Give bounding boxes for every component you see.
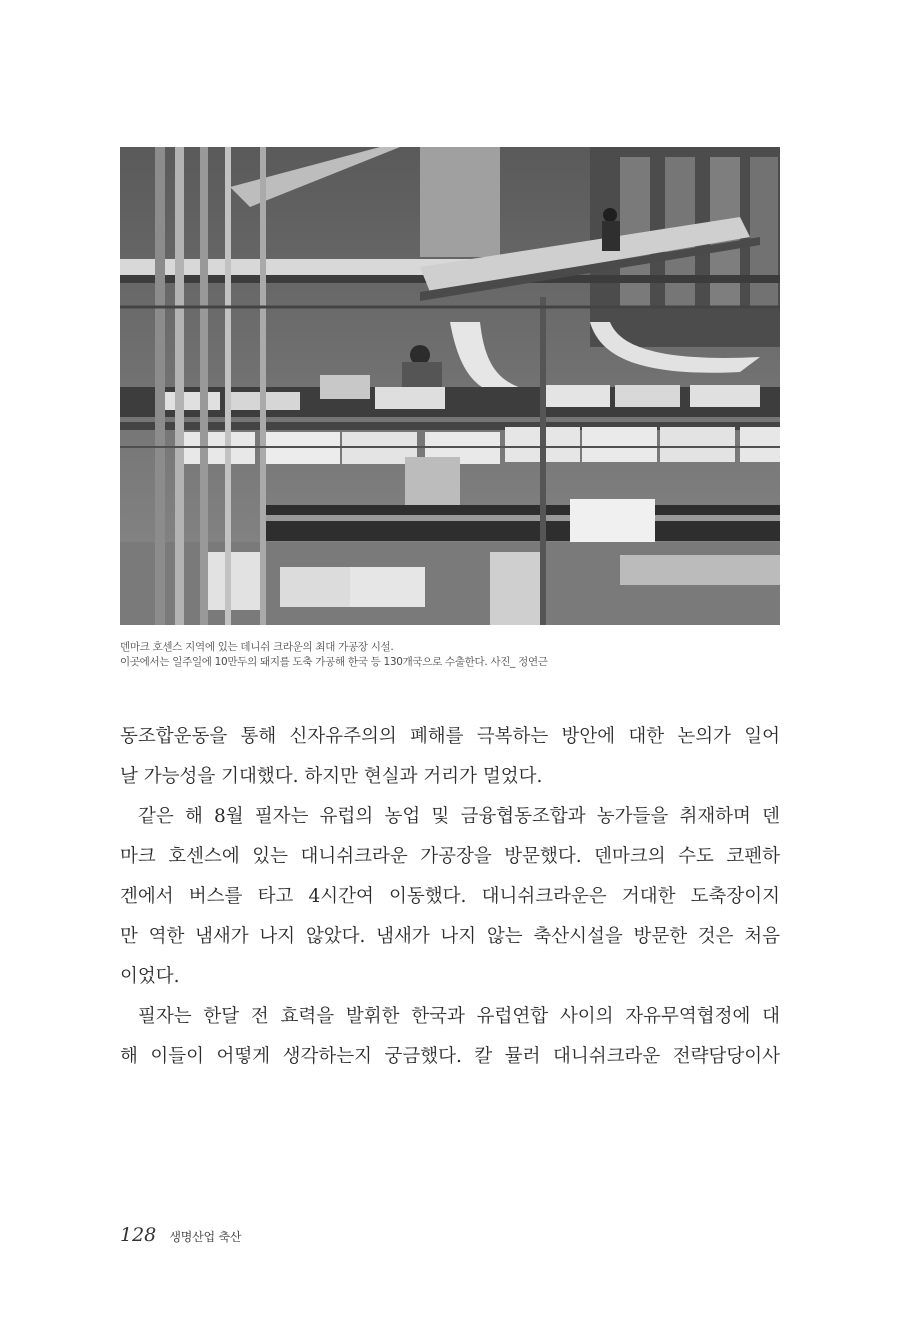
body-line: 필자는 한달 전 효력을 발휘한 한국과 유럽연합 사이의 자유무역협정에 대	[138, 1006, 780, 1027]
body-line: 해 이들이 어떻게 생각하는지 궁금했다. 칼 뮬러 대니쉬크라운 전략담당이사	[120, 1046, 780, 1067]
body-line: 같은 해 8월 필자는 유럽의 농업 및 금융협동조합과 농가들을 취재하며 덴	[138, 806, 780, 827]
caption-line-2: 이곳에서는 일주일에 10만두의 돼지를 도축 가공해 한국 등 130개국으로 수출한다. 사진_ 정연근	[120, 656, 548, 668]
body-line: 날 가능성을 기대했다. 하지만 현실과 거리가 멀었다.	[120, 766, 543, 787]
page-footer	[120, 1224, 241, 1246]
body-line: 마크 호센스에 있는 대니쉬크라운 가공장을 방문했다. 덴마크의 수도 코펜하	[120, 846, 780, 867]
body-line: 만 역한 냄새가 나지 않았다. 냄새가 나지 않는 축산시설을 방문한 것은 처음	[120, 926, 780, 947]
page-number: 128	[120, 1224, 157, 1246]
body-line: 겐에서 버스를 타고 4시간여 이동했다. 대니쉬크라운은 거대한 도축장이지	[120, 886, 780, 907]
photo-caption	[120, 640, 800, 670]
factory-photo	[120, 147, 780, 625]
running-head: 생명산업 축산	[169, 1230, 242, 1244]
body-line: 이었다.	[120, 966, 180, 987]
body-line: 동조합운동을 통해 신자유주의의 폐해를 극복하는 방안에 대한 논의가 일어	[120, 726, 780, 747]
caption-line-1: 덴마크 호센스 지역에 있는 데니쉬 크라운의 최대 가공장 시설.	[120, 641, 394, 653]
body-text	[120, 717, 780, 1077]
